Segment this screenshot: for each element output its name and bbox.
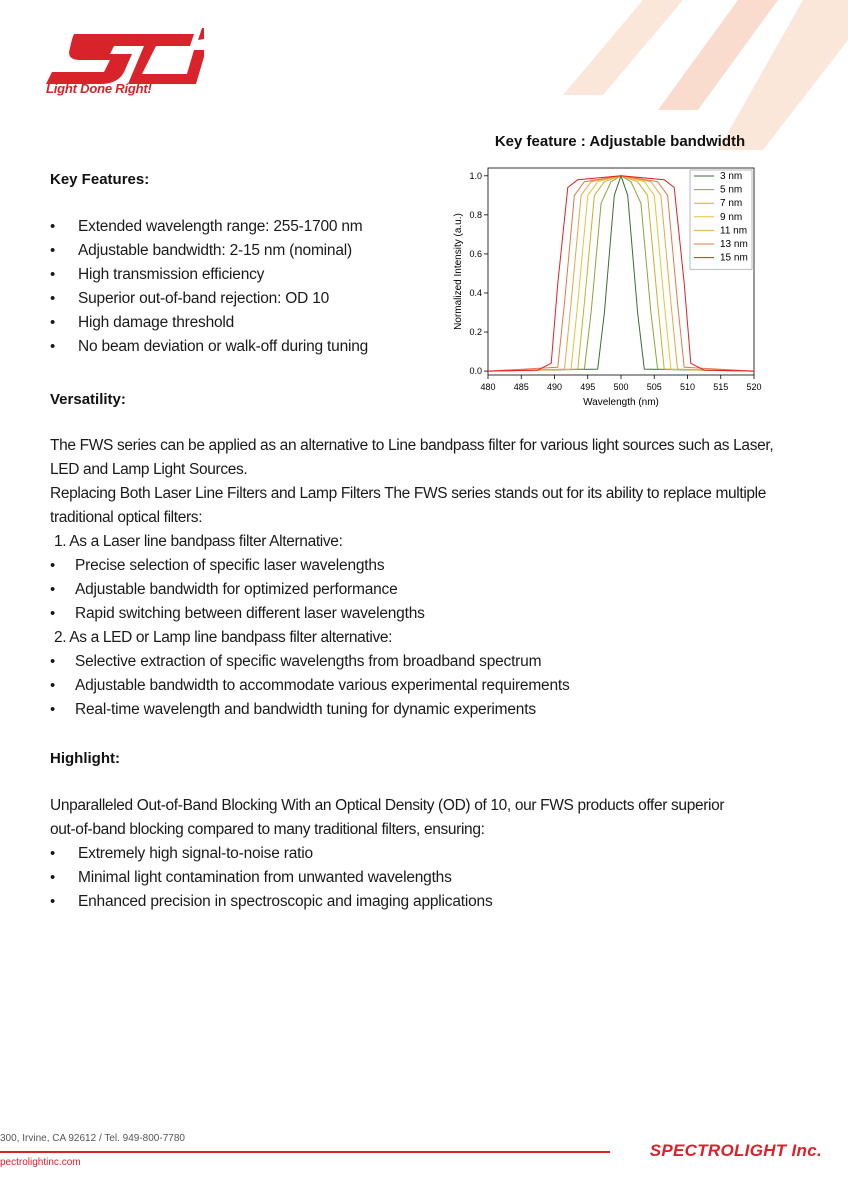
x-tick-label: 510 (679, 382, 696, 392)
highlight-heading: Highlight: (50, 750, 120, 767)
sub-list-title: 2. As a LED or Lamp line bandpass filter alternative: (50, 629, 393, 646)
y-tick-label: 0.8 (469, 209, 482, 220)
y-tick-label: 0.2 (469, 327, 482, 338)
chart-title: Key feature : Adjustable bandwidth (494, 133, 746, 150)
y-tick-label: 0.4 (469, 287, 482, 298)
x-tick-label: 495 (580, 382, 596, 392)
list-item: • High damage threshold (50, 311, 368, 335)
bullet-icon: • (50, 893, 56, 910)
bullet-icon: • (50, 581, 56, 598)
x-tick-label: 505 (646, 382, 662, 392)
bullet-icon: • (50, 218, 56, 235)
bullet-icon: • (50, 869, 56, 886)
bullet-icon: • (50, 605, 56, 622)
x-tick-label: 500 (613, 382, 629, 392)
list-item: • Rapid switching between different laser wavelengths (50, 602, 425, 626)
bullet-icon: • (50, 677, 56, 694)
x-axis-label: Wavelength (nm) (583, 397, 659, 408)
footer-address: 300, Irvine, CA 92612 / Tel. 949-800-7780 (0, 1133, 185, 1144)
bandwidth-chart (440, 160, 770, 420)
x-tick-label: 485 (513, 382, 529, 392)
bullet-icon: • (50, 845, 56, 862)
bullet-icon: • (50, 557, 56, 574)
bullet-icon: • (50, 338, 56, 355)
list-item: • Real-time wavelength and bandwidth tuning for dynamic experiments (50, 698, 570, 722)
list-item: • Adjustable bandwidth for optimized performance (50, 578, 425, 602)
legend-label: 5 nm (720, 184, 743, 196)
sub-list-title: 1. As a Laser line bandpass filter Alternative: (50, 533, 343, 550)
bullet-icon: • (50, 266, 56, 283)
laser-alternative-list (50, 554, 425, 626)
list-item: • Adjustable bandwidth: 2-15 nm (nominal) (50, 239, 368, 263)
highlight-paragraph: Unparalleled Out-of-Band Blocking With an Optical Density (OD) of 10, our FWS products offer superior out-of-band blocking compared to many traditional filters, ensuring: (50, 797, 725, 838)
bullet-icon: • (50, 290, 56, 307)
footer-divider (0, 1151, 610, 1153)
list-item: • High transmission efficiency (50, 263, 368, 287)
list-item: • Superior out-of-band rejection: OD 10 (50, 287, 368, 311)
list-item: • Extremely high signal-to-noise ratio (50, 842, 493, 866)
x-tick-label: 520 (746, 382, 762, 392)
footer-brand: SPECTROLIGHT Inc. (649, 1141, 822, 1160)
bullet-icon: • (50, 242, 56, 259)
list-item: • Selective extraction of specific wavelengths from broadband spectrum (50, 650, 570, 674)
list-item: • Adjustable bandwidth to accommodate various experimental requirements (50, 674, 570, 698)
list-item: • Precise selection of specific laser wavelengths (50, 554, 425, 578)
x-tick-label: 480 (480, 382, 496, 392)
highlight-list (50, 842, 493, 914)
list-item: • Enhanced precision in spectroscopic and imaging applications (50, 890, 493, 914)
legend-label: 15 nm (720, 252, 748, 264)
y-tick-label: 0.6 (469, 248, 482, 259)
logo-tagline: Light Done Right! (46, 81, 152, 96)
legend-label: 11 nm (720, 225, 748, 237)
legend-label: 9 nm (720, 211, 743, 223)
versatility-heading: Versatility: (50, 391, 126, 408)
y-tick-label: 0.0 (469, 366, 482, 377)
list-item: • No beam deviation or walk-off during tuning (50, 335, 368, 359)
list-item: • Minimal light contamination from unwanted wavelengths (50, 866, 493, 890)
x-tick-label: 515 (713, 382, 729, 392)
legend-label: 3 nm (720, 171, 743, 182)
key-features-heading: Key Features: (50, 171, 150, 188)
lamp-alternative-list (50, 650, 570, 722)
y-tick-label: 1.0 (469, 170, 482, 181)
y-axis-label: Normalized Intensity (a.u.) (453, 213, 464, 330)
decorative-stripes (548, 0, 848, 150)
legend-label: 13 nm (720, 239, 748, 250)
list-item: • Extended wavelength range: 255-1700 nm (50, 215, 368, 239)
bullet-icon: • (50, 314, 56, 331)
x-tick-label: 490 (546, 382, 563, 392)
key-features-list (50, 215, 368, 359)
versatility-paragraph-1: The FWS series can be applied as an alternative to Line bandpass filter for various light sources such as Laser, LED and Lamp Light Sources. Replacing Both Laser Line Filters and Lamp Filters The FWS series stands out for its ability to replace multiple traditional optical filters: 1. As a Laser line bandpass filter Alternative: (50, 434, 773, 554)
footer-website-link[interactable]: pectrolightinc.com (0, 1157, 81, 1168)
bullet-icon: • (50, 653, 56, 670)
bullet-icon: • (50, 701, 56, 718)
legend-label: 7 nm (720, 198, 743, 210)
